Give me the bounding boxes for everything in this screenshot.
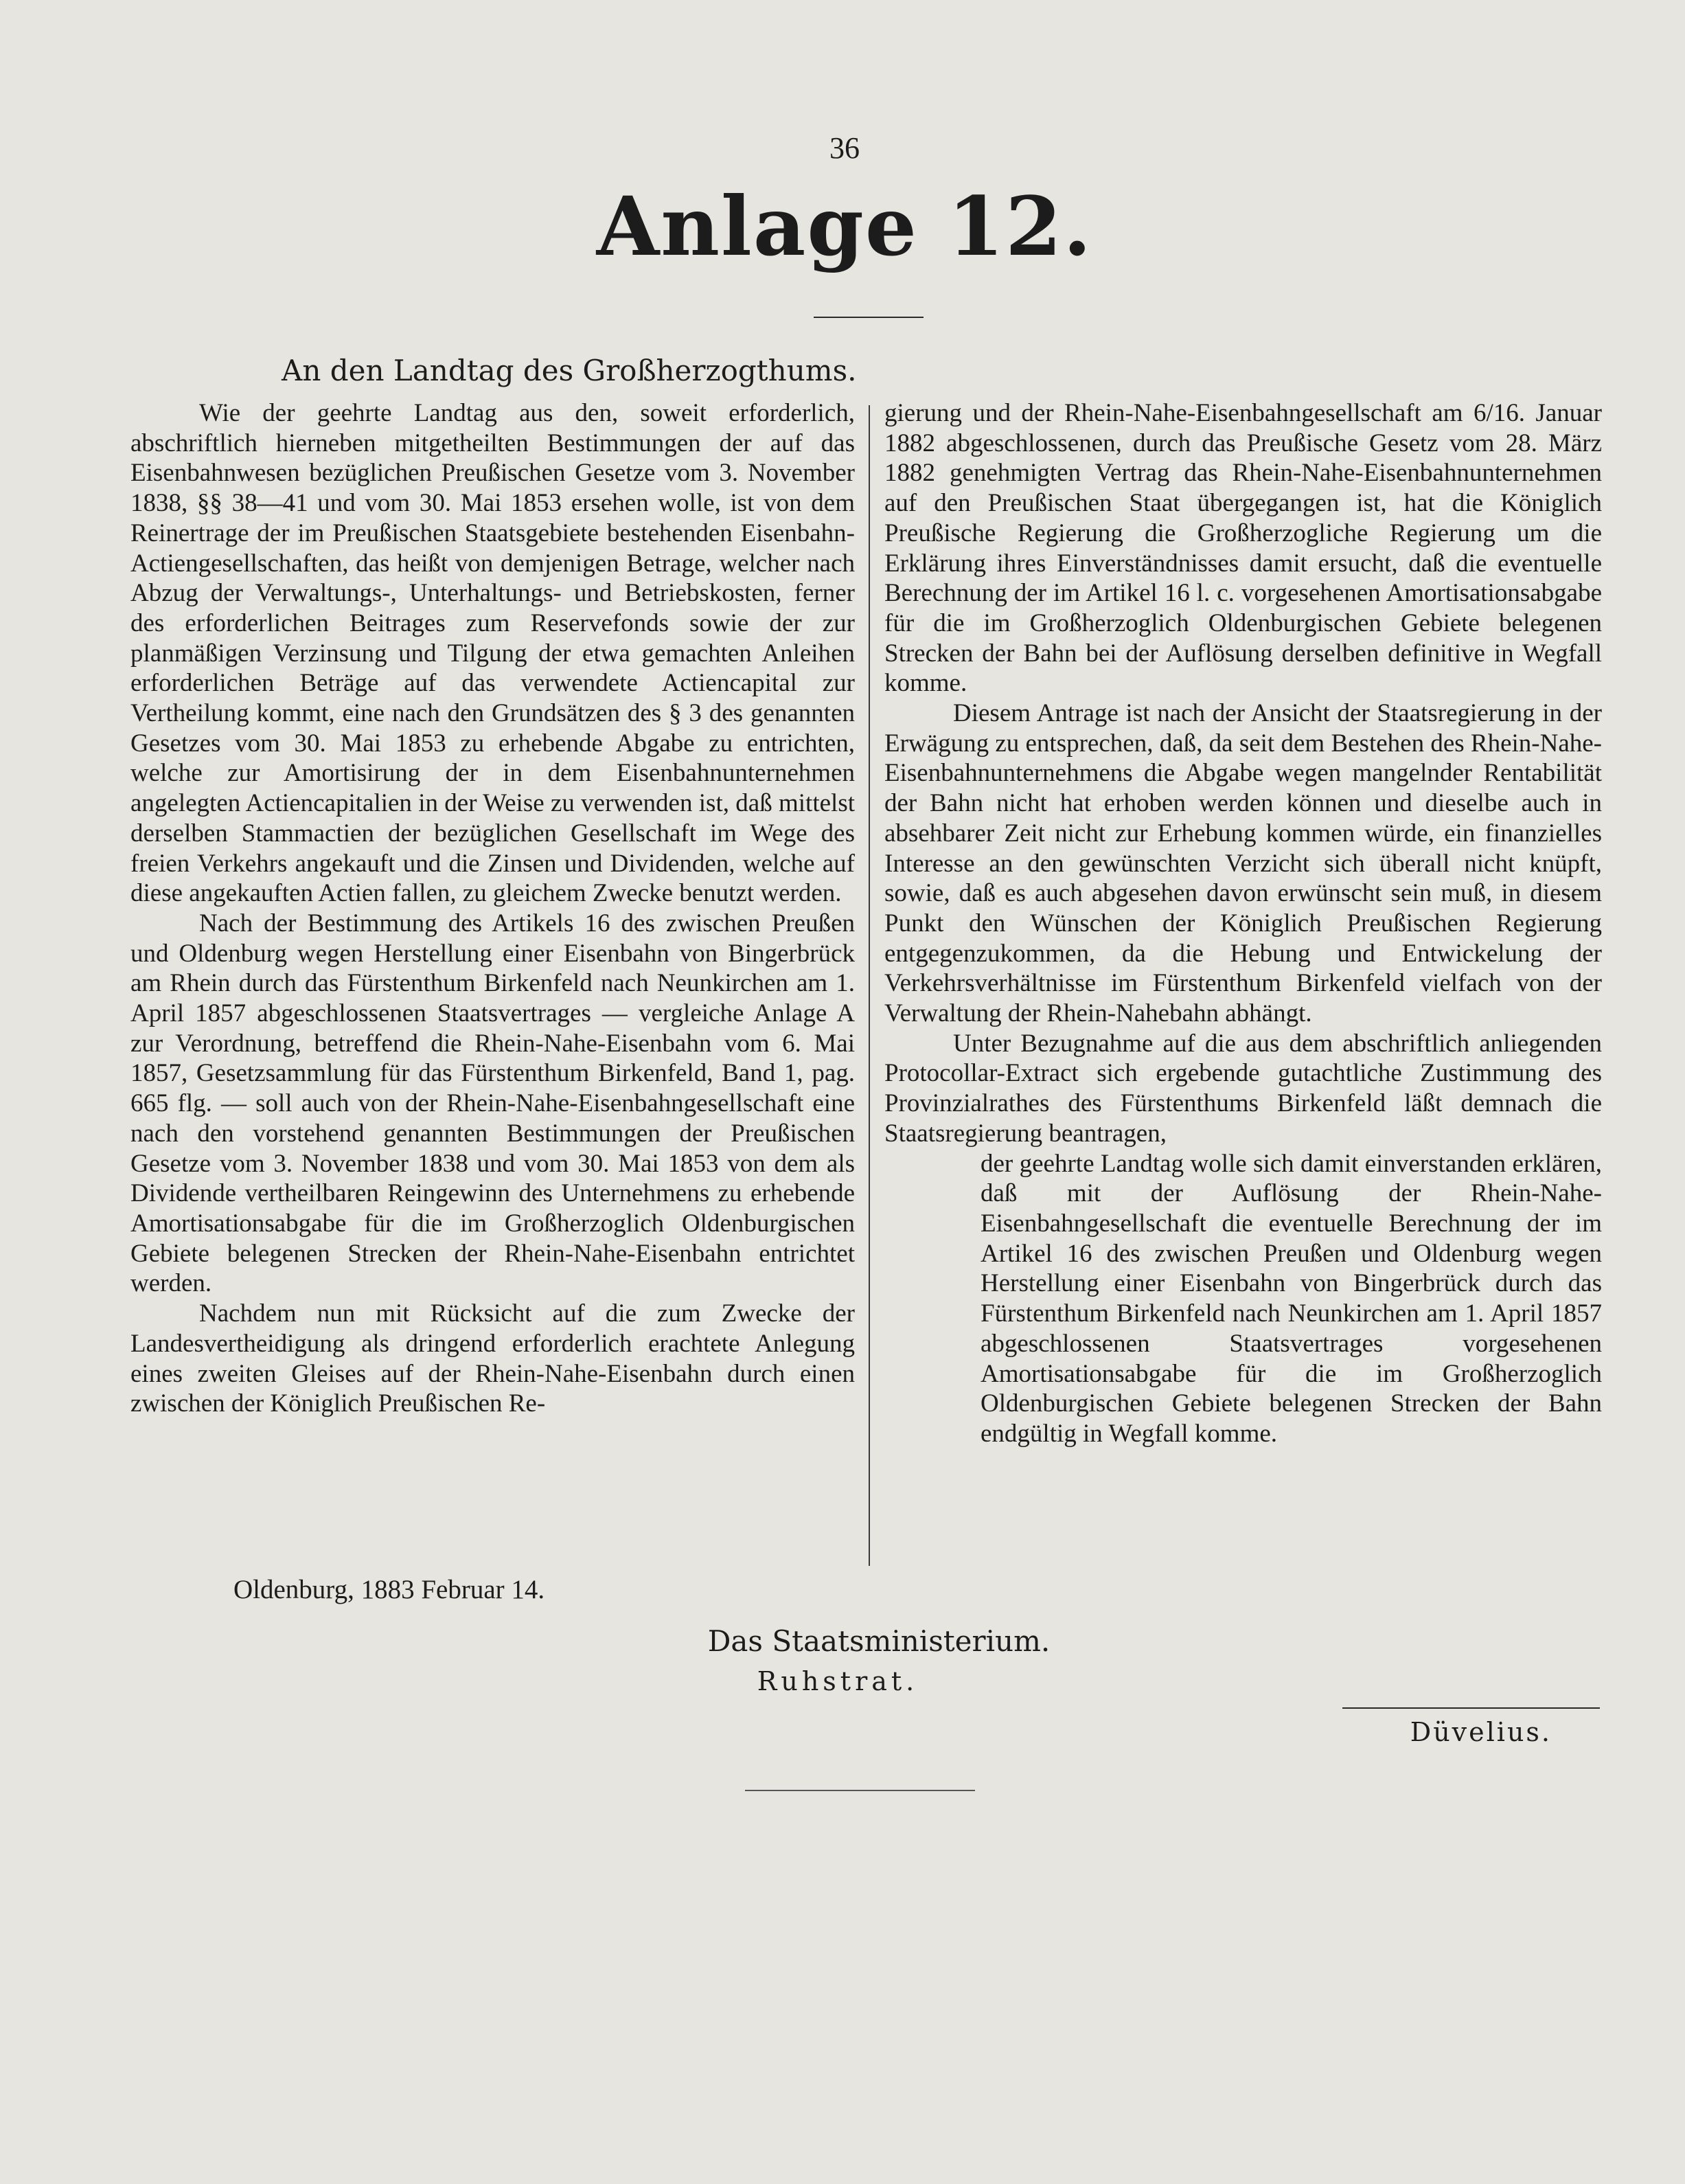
ministry-signature: Das Staatsministerium. — [707, 1624, 1051, 1658]
paragraph: Nachdem nun mit Rücksicht auf die zum Zwecke der Landesvertheidigung als dringend erforderlich erachtete Anlegung eines zweiten Gleises auf der Rhein-Nahe-Eisenbahn durch einen zwischen der Königlich Preußischen Re- — [130, 1299, 855, 1418]
column-divider — [869, 405, 870, 1566]
signature-line — [1342, 1707, 1600, 1709]
signer-name: Düvelius. — [1410, 1717, 1552, 1747]
proposal-paragraph: der geehrte Landtag wolle sich damit einverstanden erklären, daß mit der Auflösung der Rhein-Nahe-Eisenbahngesellschaft die eventuelle Berechnung der im Artikel 16 des zwischen Preußen und Oldenburg wegen Herstellung einer Eisenbahn von Bingerbrück durch das Fürstenthum Birkenfeld nach Neunkirchen am 1. April 1857 abgeschlossenen Staatsvertrages vorgesehenen Amortisationsabgabe für die im Großherzoglich Oldenburgischen Gebiete belegenen Strecken der Bahn endgültig in Wegfall komme. — [981, 1149, 1602, 1448]
place-date: Oldenburg, 1883 Februar 14. — [233, 1575, 545, 1604]
paragraph: Diesem Antrage ist nach der Ansicht der Staatsregierung in der Erwägung zu entsprechen, daß, da seit dem Bestehen des Rhein-Nahe-Eisenbahnunternehmens die Abgabe wegen mangelnder Rentabilität der Bahn nicht hat erhoben werden können und dieselbe auch in absehbarer Zeit nicht zur Erhebung kommen würde, ein finanzielles Interesse an den gewünschten Verzicht sich überall nicht knüpft, sowie, daß es auch abgesehen davon erwünscht sein muß, in diesem Punkt den Wünschen der Königlich Preußischen Regierung entgegenzukommen, da die Hebung und Entwickelung der Verkehrsverhältnisse im Fürstenthum Birkenfeld vielfach von der Verwaltung der Rhein-Nahebahn abhängt. — [884, 699, 1602, 1028]
paragraph-continued: gierung und der Rhein-Nahe-Eisenbahngesellschaft am 6/16. Januar 1882 abgeschlossenen, durch das Preußische Gesetz vom 28. März 1882 genehmigten Vertrag das Rhein-Nahe-Eisenbahnunternehmen auf den Preußischen Staat übergegangen ist, hat die Königlich Preußische Regierung die Großherzogliche Regierung um die Erklärung ihres Einverständnisses damit ersucht, daß die eventuelle Berechnung der im Artikel 16 l. c. vorgesehenen Amortisationsabgabe für die im Großherzoglich Oldenburgischen Gebiete belegenen Strecken der Bahn bei der Auflösung derselben definitive in Wegfall komme. — [884, 399, 1602, 698]
section-divider — [745, 1790, 975, 1791]
paragraph: Nach der Bestimmung des Artikels 16 des zwischen Preußen und Oldenburg wegen Herstellung einer Eisenbahn von Bingerbrück am Rhein durch das Fürstenthum Birkenfeld nach Neunkirchen am 1. April 1857 abgeschlossenen Staatsvertrages — vergleiche Anlage A zur Verordnung, betreffend die Rhein-Nahe-Eisenbahn vom 6. Mai 1857, Gesetzsammlung für das Fürstenthum Birkenfeld, Band 1, pag. 665 flg. — soll auch von der Rhein-Nahe-Eisenbahngesellschaft eine nach den vorstehend genannten Bestimmungen der Preußischen Gesetze vom 3. November 1838 und vom 30. Mai 1853 von dem als Dividende vertheilbaren Reingewinn des Unternehmens zu erhebende Amortisationsabgabe für die im Großherzoglich Oldenburgischen Gebiete belegenen Strecken der Rhein-Nahe-Eisenbahn entrichtet werden. — [130, 909, 855, 1298]
left-column — [130, 398, 855, 1419]
address-heading: An den Landtag des Großherzogthums. — [282, 354, 857, 387]
right-column — [884, 398, 1602, 1449]
page-title: Anlage 12. — [596, 179, 1093, 274]
paragraph: Wie der geehrte Landtag aus den, soweit erforderlich, abschriftlich hierneben mitgetheilten Bestimmungen der auf das Eisenbahnwesen bezüglichen Preußischen Gesetze vom 3. November 1838, §§ 38—41 und vom 30. Mai 1853 ersehen wolle, ist von dem Reinertrage der im Preußischen Staatsgebiete bestehenden Eisenbahn-Actiengesellschaften, das heißt von demjenigen Betrage, welcher nach Abzug der Verwaltungs-, Unterhaltungs- und Betriebskosten, ferner des erforderlichen Beitrages zum Reservefonds sowie der zur planmäßigen Verzinsung und Tilgung der etwa gemachten Anleihen erforderlichen Beträge auf das verwendete Actiencapital zur Vertheilung kommt, eine nach den Grundsätzen des § 3 des genannten Gesetzes vom 30. Mai 1853 zu erhebende Abgabe zu entrichten, welche zur Amortisirung der in dem Eisenbahnunternehmen angelegten Actiencapitalien in der Weise zu verwenden ist, daß mittelst derselben Stammactien der bezüglichen Gesellschaft im Wege des freien Verkehrs angekauft und die Zinsen und Dividenden, welche auf diese angekauften Actien fallen, zu gleichem Zwecke benutzt werden. — [130, 399, 855, 908]
page-number: 36 — [829, 131, 860, 165]
title-divider — [814, 317, 924, 318]
paragraph: Unter Bezugnahme auf die aus dem abschriftlich anliegenden Protocollar-Extract sich ergebende gutachtliche Zustimmung des Provinzialrathes des Fürstenthums Birkenfeld läßt demnach die Staatsregierung beantragen, — [884, 1029, 1602, 1148]
signer-name: Ruhstrat. — [757, 1666, 919, 1696]
